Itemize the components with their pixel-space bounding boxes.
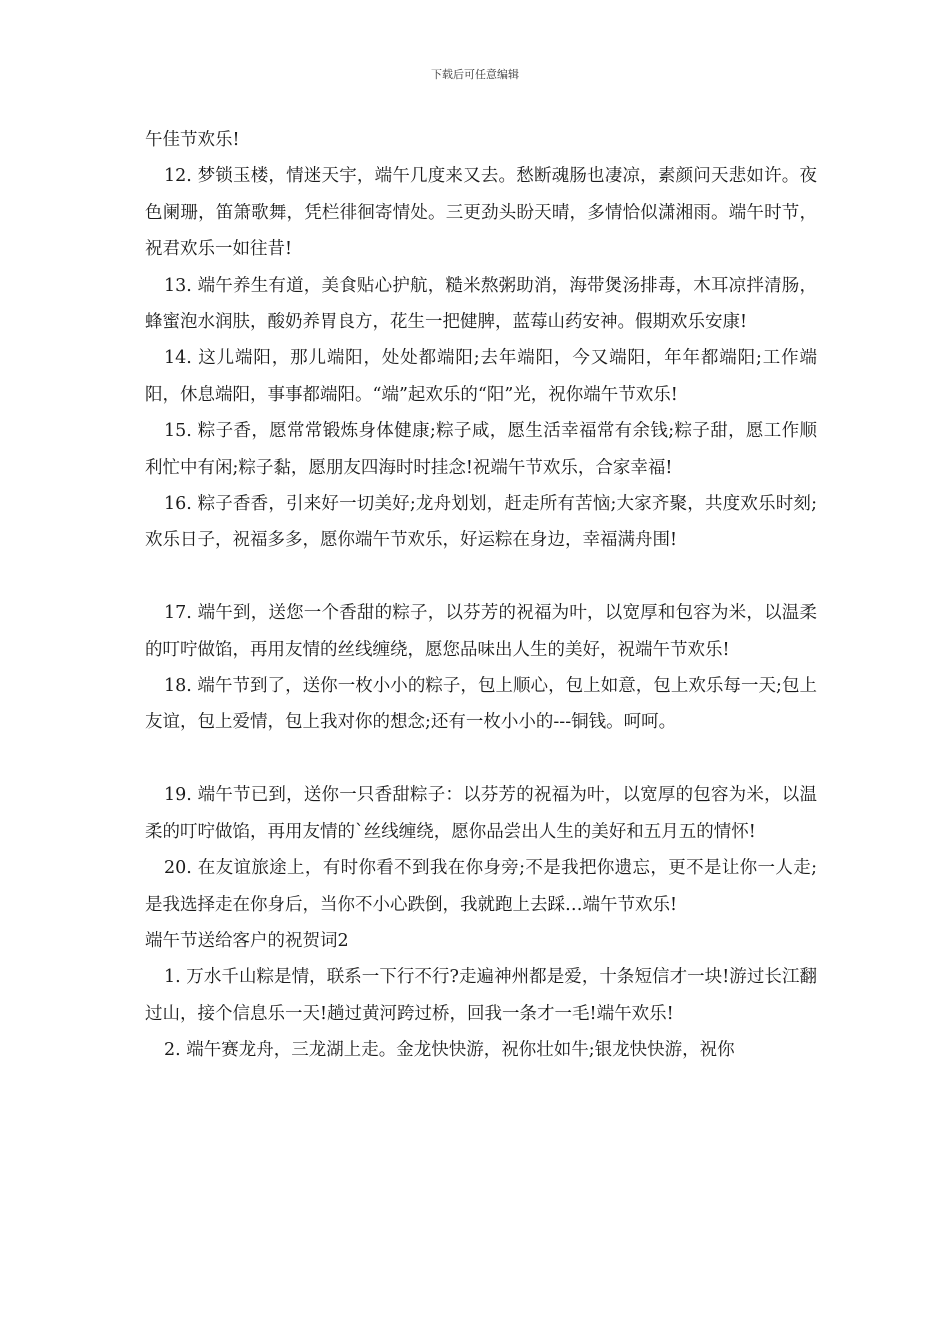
paragraph-2: 2. 端午赛龙舟，三龙湖上走。金龙快快游，祝你壮如牛;银龙快快游，祝你 bbox=[164, 1040, 735, 1061]
paragraph-20: 20. 在友谊旅途上，有时你看不到我在你身旁;不是我把你遗忘，更不是让你一人走;是我选择走在你身后，当你不小心跌倒，我就跑上去踩…端午节欢乐! bbox=[145, 858, 817, 915]
paragraph-13: 13. 端午养生有道，美食贴心护航，糙米熬粥助消，海带煲汤排毒，木耳凉拌清肠，蜂蜜泡水润肤，酸奶养胃良方，花生一把健脾，蓝莓山药安神。假期欢乐安康! bbox=[145, 275, 817, 333]
paragraph-19: 19. 端午节已到，送你一只香甜粽子：以芬芳的祝福为叶，以宽厚的包容为米，以温柔的叮咛做馅，再用友情的`丝线缠绕，愿你品尝出人生的美好和五月五的情怀! bbox=[145, 785, 817, 842]
page-header: 下载后可任意编辑 bbox=[431, 68, 519, 81]
paragraph-1: 1. 万水千山粽是情，联系一下行不行?走遍神州都是爱，十条短信才一块!游过长江翻过山，接个信息乐一天!趟过黄河跨过桥，回我一条才一毛!端午欢乐! bbox=[145, 967, 817, 1024]
paragraph-18: 18. 端午节到了，送你一枚小小的粽子，包上顺心，包上如意，包上欢乐每一天;包上友谊，包上爱情，包上我对你的想念;还有一枚小小的---铜钱。呵呵。 bbox=[145, 676, 817, 733]
paragraph-12: 12. 梦锁玉楼，情迷天宇，端午几度来又去。愁断魂肠也凄凉，素颜问天悲如许。夜色阑珊，笛箫歌舞，凭栏徘徊寄情处。三更劲头盼天晴，多情恰似潇湘雨。端午时节，祝君欢乐一如往昔! bbox=[145, 166, 817, 260]
paragraph-15: 15. 粽子香，愿常常锻炼身体健康;粽子咸，愿生活幸福常有余钱;粽子甜，愿工作顺利忙中有闲;粽子黏，愿朋友四海时时挂念!祝端午节欢乐，合家幸福! bbox=[145, 421, 817, 478]
blank-line bbox=[145, 741, 817, 777]
paragraph-16: 16. 粽子香香，引来好一切美好;龙舟划划，赶走所有苦恼;大家齐聚，共度欢乐时刻;欢乐日子，祝福多多，愿你端午节欢乐，好运粽在身边，幸福满舟围! bbox=[145, 494, 817, 551]
document-body bbox=[145, 122, 817, 1069]
paragraph-continuation: 午佳节欢乐! bbox=[145, 130, 240, 150]
paragraph-17: 17. 端午到，送您一个香甜的粽子，以芬芳的祝福为叶，以宽厚和包容为米，以温柔的叮咛做馅，再用友情的丝线缠绕，愿您品味出人生的美好，祝端午节欢乐! bbox=[145, 603, 817, 660]
blank-line bbox=[145, 559, 817, 595]
paragraph-14: 14. 这儿端阳，那儿端阳，处处都端阳;去年端阳，今又端阳，年年都端阳;工作端阳，休息端阳，事事都端阳。“端”起欢乐的“阳”光，祝你端午节欢乐! bbox=[145, 348, 817, 405]
section-title: 端午节送给客户的祝贺词2 bbox=[145, 930, 349, 951]
